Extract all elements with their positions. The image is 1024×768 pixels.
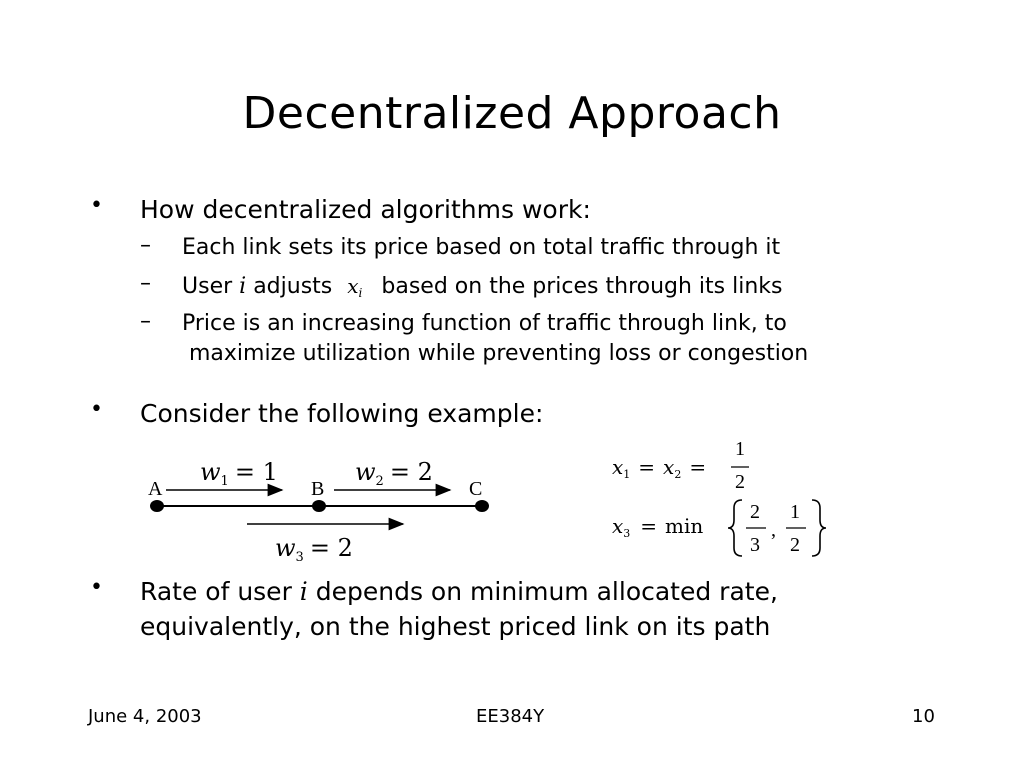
- sub-bullet-1-text: Each link sets its price based on total traffic through it: [182, 235, 781, 260]
- w2-sub: 2: [375, 474, 384, 489]
- equation-2-lhs: [612, 514, 703, 540]
- eq2-x3: x: [612, 514, 624, 538]
- eq2-eq: =: [640, 514, 658, 538]
- eq2-comma: ,: [771, 519, 776, 541]
- sub-bullet-2-middle: adjusts: [253, 274, 333, 299]
- slide-title: Decentralized Approach: [242, 88, 782, 139]
- eq1-numerator: 1: [735, 438, 745, 460]
- dash: –: [140, 271, 151, 296]
- eq2-min: min: [665, 514, 704, 538]
- bullet-dot: •: [90, 575, 103, 600]
- footer-date: June 4, 2003: [88, 706, 202, 727]
- w1-label: [200, 458, 278, 489]
- bullet-dot: •: [90, 397, 103, 422]
- eq1-x1: x: [612, 455, 624, 479]
- node-a: [150, 500, 164, 512]
- bullet-3-line-2: equivalently, on the highest priced link on its path: [140, 612, 771, 641]
- rate-equations: [600, 432, 850, 567]
- w3-sub: 3: [295, 550, 304, 565]
- w1-sub: 1: [220, 474, 229, 489]
- math-var-x-sub: i: [358, 286, 363, 300]
- node-c: [475, 500, 489, 512]
- eq1-eq-b: =: [689, 455, 707, 479]
- node-c-label: C: [469, 478, 483, 500]
- bullet-3-suffix: depends on minimum allocated rate,: [315, 577, 778, 606]
- math-var-x: x: [347, 274, 359, 298]
- eq1-eq-a: =: [638, 455, 656, 479]
- eq1-x2: x: [663, 455, 675, 479]
- footer-page-number: 10: [912, 706, 935, 727]
- sub-bullet-2-prefix: User: [182, 274, 233, 299]
- node-b-label: B: [311, 478, 325, 500]
- w2-var: w: [355, 458, 376, 486]
- w2-label: [355, 458, 433, 489]
- bullet-3-line-1: [140, 575, 778, 609]
- eq2-frac1-numerator: 2: [750, 501, 760, 523]
- w1-rhs: = 1: [234, 458, 278, 486]
- footer-course: EE384Y: [476, 706, 545, 727]
- right-brace: [812, 500, 826, 556]
- w3-var: w: [275, 534, 296, 562]
- eq1-x1-sub: 1: [623, 468, 631, 481]
- math-var-i: i: [299, 577, 308, 606]
- eq1-denominator: 2: [735, 471, 745, 493]
- node-a-label: A: [148, 478, 163, 500]
- w3-rhs: = 2: [309, 534, 353, 562]
- w1-var: w: [200, 458, 221, 486]
- bullet-1-text: How decentralized algorithms work:: [140, 195, 591, 224]
- bullet-2-text: Consider the following example:: [140, 399, 544, 428]
- dash: –: [140, 309, 151, 334]
- sub-bullet-3-line-2: maximize utilization while preventing loss or congestion: [189, 341, 809, 366]
- node-b: [312, 500, 326, 512]
- sub-bullet-3-line-1: Price is an increasing function of traffic through link, to: [182, 311, 787, 336]
- w3-label: [275, 534, 353, 565]
- sub-bullet-2-suffix: based on the prices through its links: [381, 274, 783, 299]
- eq2-frac1-denominator: 3: [750, 534, 760, 556]
- eq2-frac2-numerator: 1: [790, 501, 800, 523]
- equation-1-lhs: [612, 455, 706, 481]
- bullet-dot: •: [90, 193, 103, 218]
- bullet-3-prefix: Rate of user: [140, 577, 292, 606]
- left-brace: [728, 500, 742, 556]
- sub-bullet-2-text: [182, 271, 783, 308]
- eq1-x2-sub: 2: [674, 468, 682, 481]
- network-diagram: [120, 450, 520, 570]
- w2-rhs: = 2: [389, 458, 433, 486]
- math-var-i: i: [239, 274, 247, 299]
- eq2-x3-sub: 3: [623, 527, 631, 540]
- dash: –: [140, 233, 151, 258]
- eq2-frac2-denominator: 2: [790, 534, 800, 556]
